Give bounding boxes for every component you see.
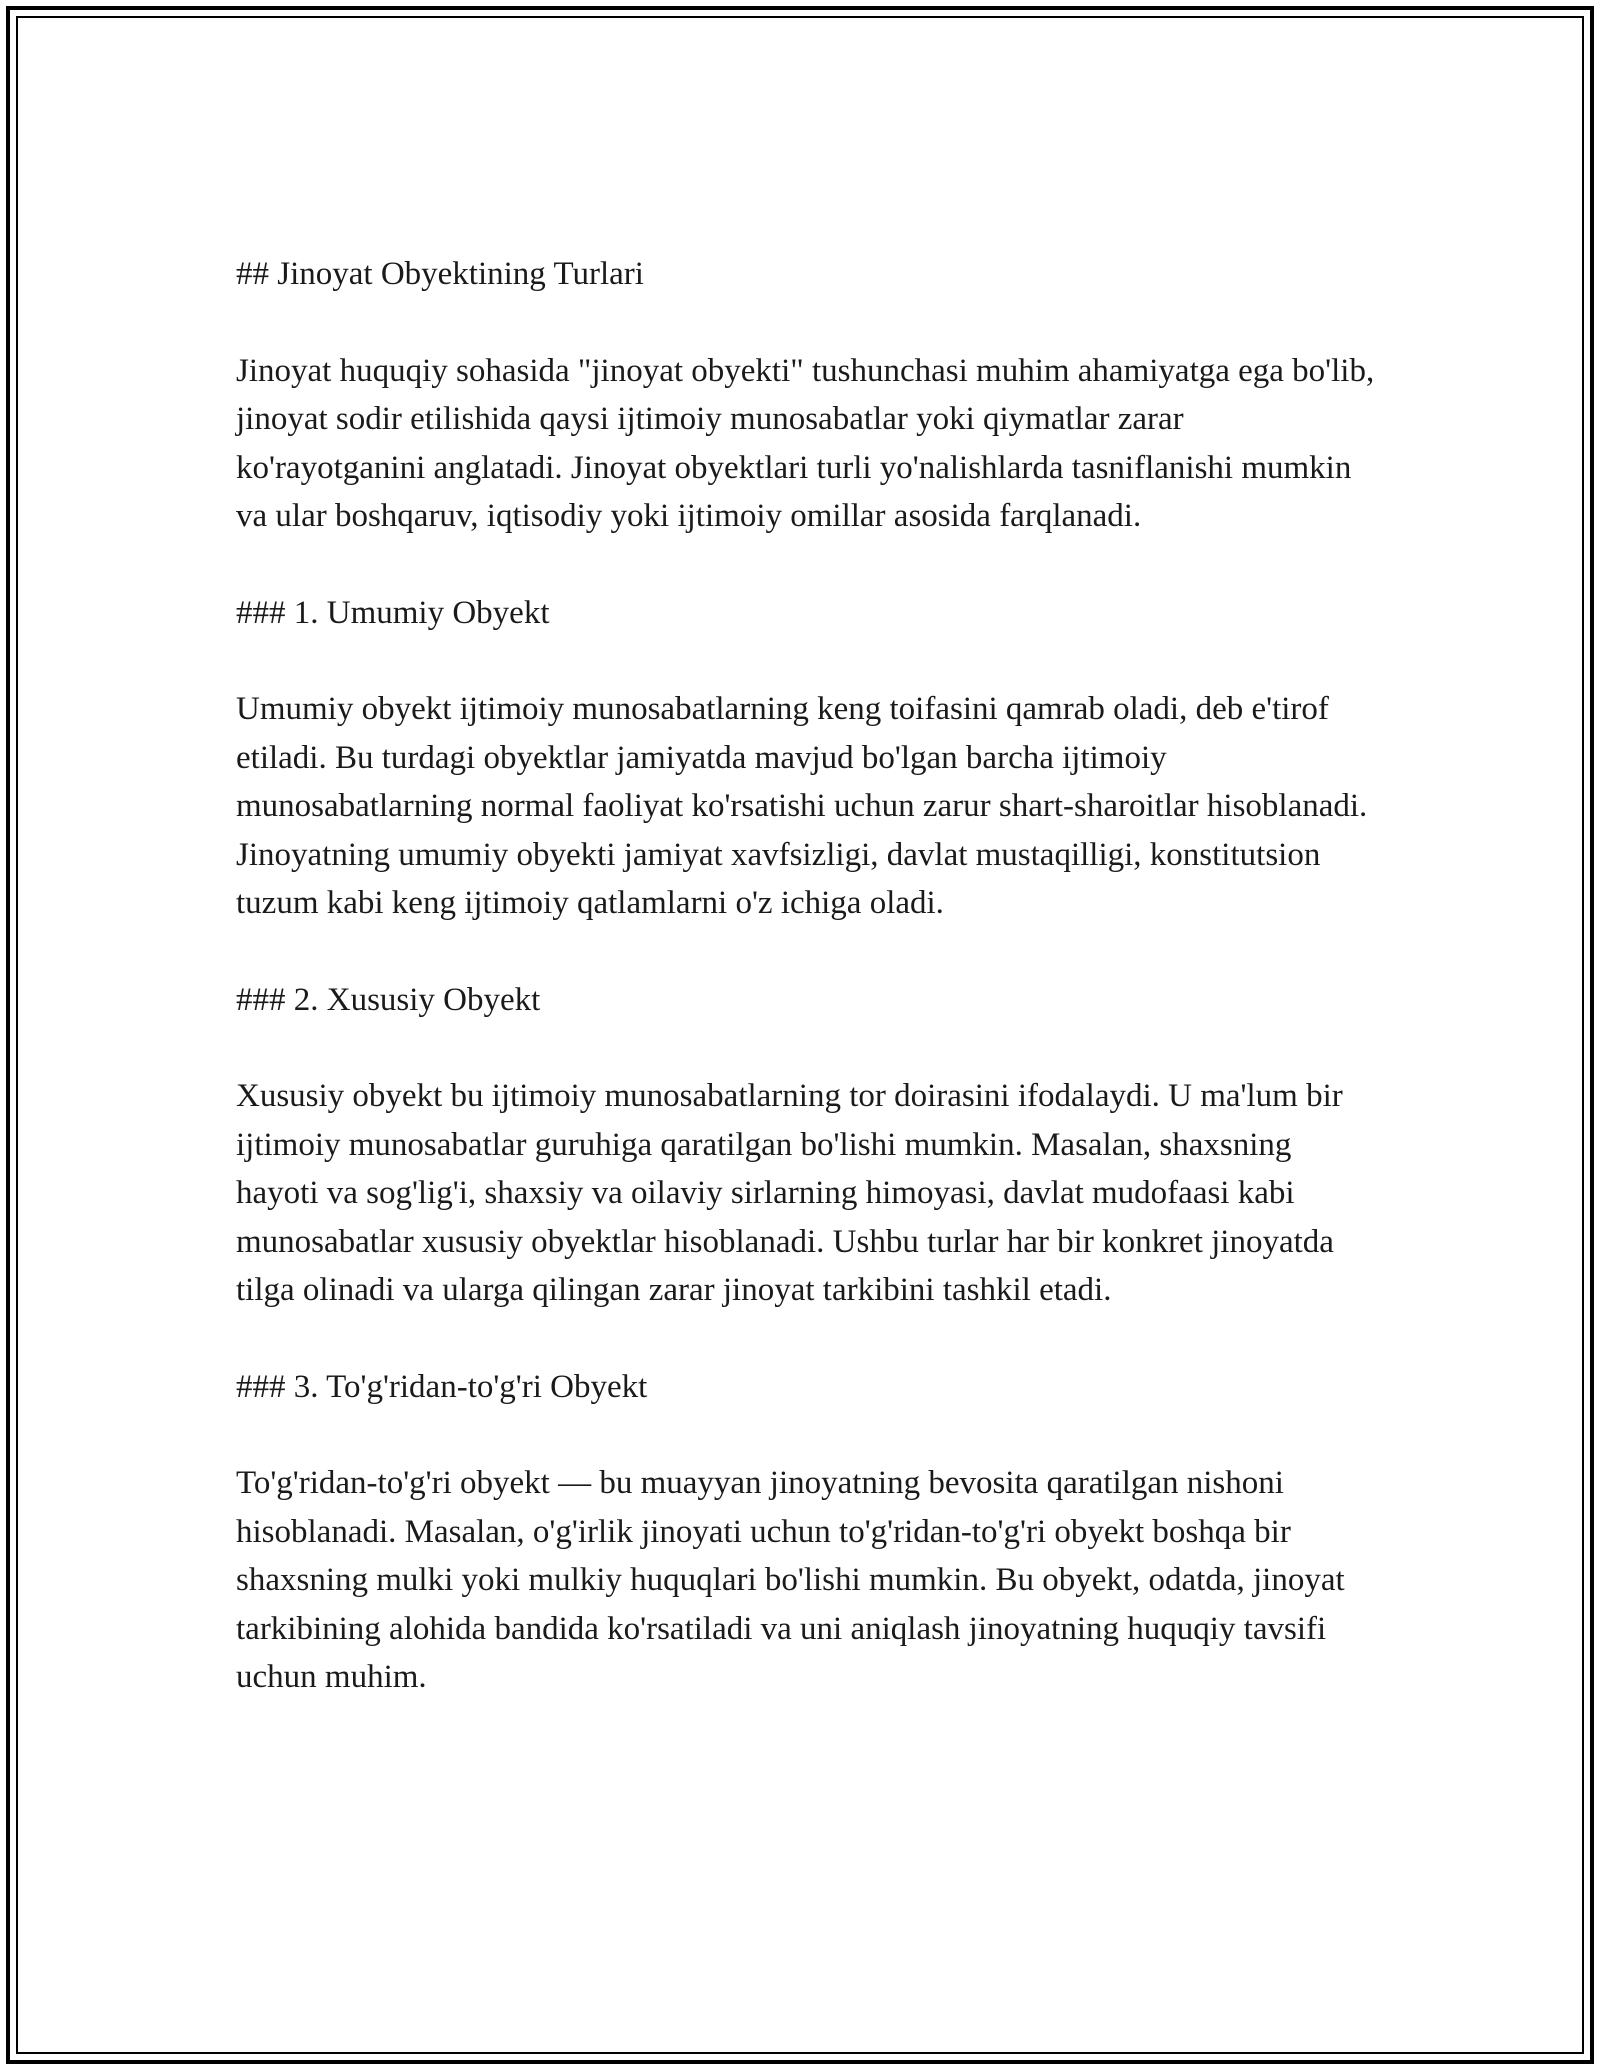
section-paragraph: Umumiy obyekt ijtimoiy munosabatlarning keng toifasini qamrab oladi, deb e'tirof etiladi. Bu turdagi obyektlar jamiyatda mavjud bo'lgan barcha ijtimoiy munosabatlarning normal faoliyat ko'rsatishi uchun zarur shart-sharoitlar hisoblanadi. Jinoyatning umumiy obyekti jamiyat xavfsizligi, davlat mustaqilligi, konstitutsion tuzum kabi keng ijtimoiy qatlamlarni o'z ichiga oladi. (236, 691, 1368, 921)
section-heading: ### 1. Umumiy Obyekt (236, 594, 550, 631)
section-heading: ### 3. To'g'ridan-to'g'ri Obyekt (236, 1368, 648, 1405)
section-paragraph: To'g'ridan-to'g'ri obyekt — bu muayyan jinoyatning bevosita qaratilgan nishoni hisoblanadi. Masalan, o'g'irlik jinoyati uchun to'g'ridan-to'g'ri obyekt boshqa bir shaxsning mulki yoki mulkiy huquqlari bo'lishi mumkin. Bu obyekt, odatda, jinoyat tarkibining alohida bandida ko'rsatiladi va uni aniqlash jinoyatning huquqiy tavsifi uchun muhim. (236, 1465, 1345, 1695)
section-paragraph: Xususiy obyekt bu ijtimoiy munosabatlarning tor doirasini ifodalaydi. U ma'lum bir ijtimoiy munosabatlar guruhiga qaratilgan bo'lishi mumkin. Masalan, shaxsning hayoti va sog'lig'i, shaxsiy va oilaviy sirlarning himoyasi, davlat mudofaasi kabi munosabatlar xususiy obyektlar hisoblanadi. Ushbu turlar har bir konkret jinoyatda tilga olinadi va ularga qilingan zarar jinoyat tarkibini tashkil etadi. (236, 1078, 1343, 1308)
section-heading: ### 2. Xususiy Obyekt (236, 981, 541, 1018)
document-body (236, 250, 1376, 1750)
document-title: ## Jinoyat Obyektining Turlari (236, 256, 644, 292)
intro-paragraph: Jinoyat huquqiy sohasida "jinoyat obyekti" tushunchasi muhim ahamiyatga ega bo'lib, jinoyat sodir etilishida qaysi ijtimoiy munosabatlar yoki qiymatlar zarar ko'rayotganini anglatadi. Jinoyat obyektlari turli yo'nalishlarda tasniflanishi mumkin va ular boshqaruv, iqtisodiy yoki ijtimoiy omillar asosida farqlanadi. (236, 352, 1375, 534)
